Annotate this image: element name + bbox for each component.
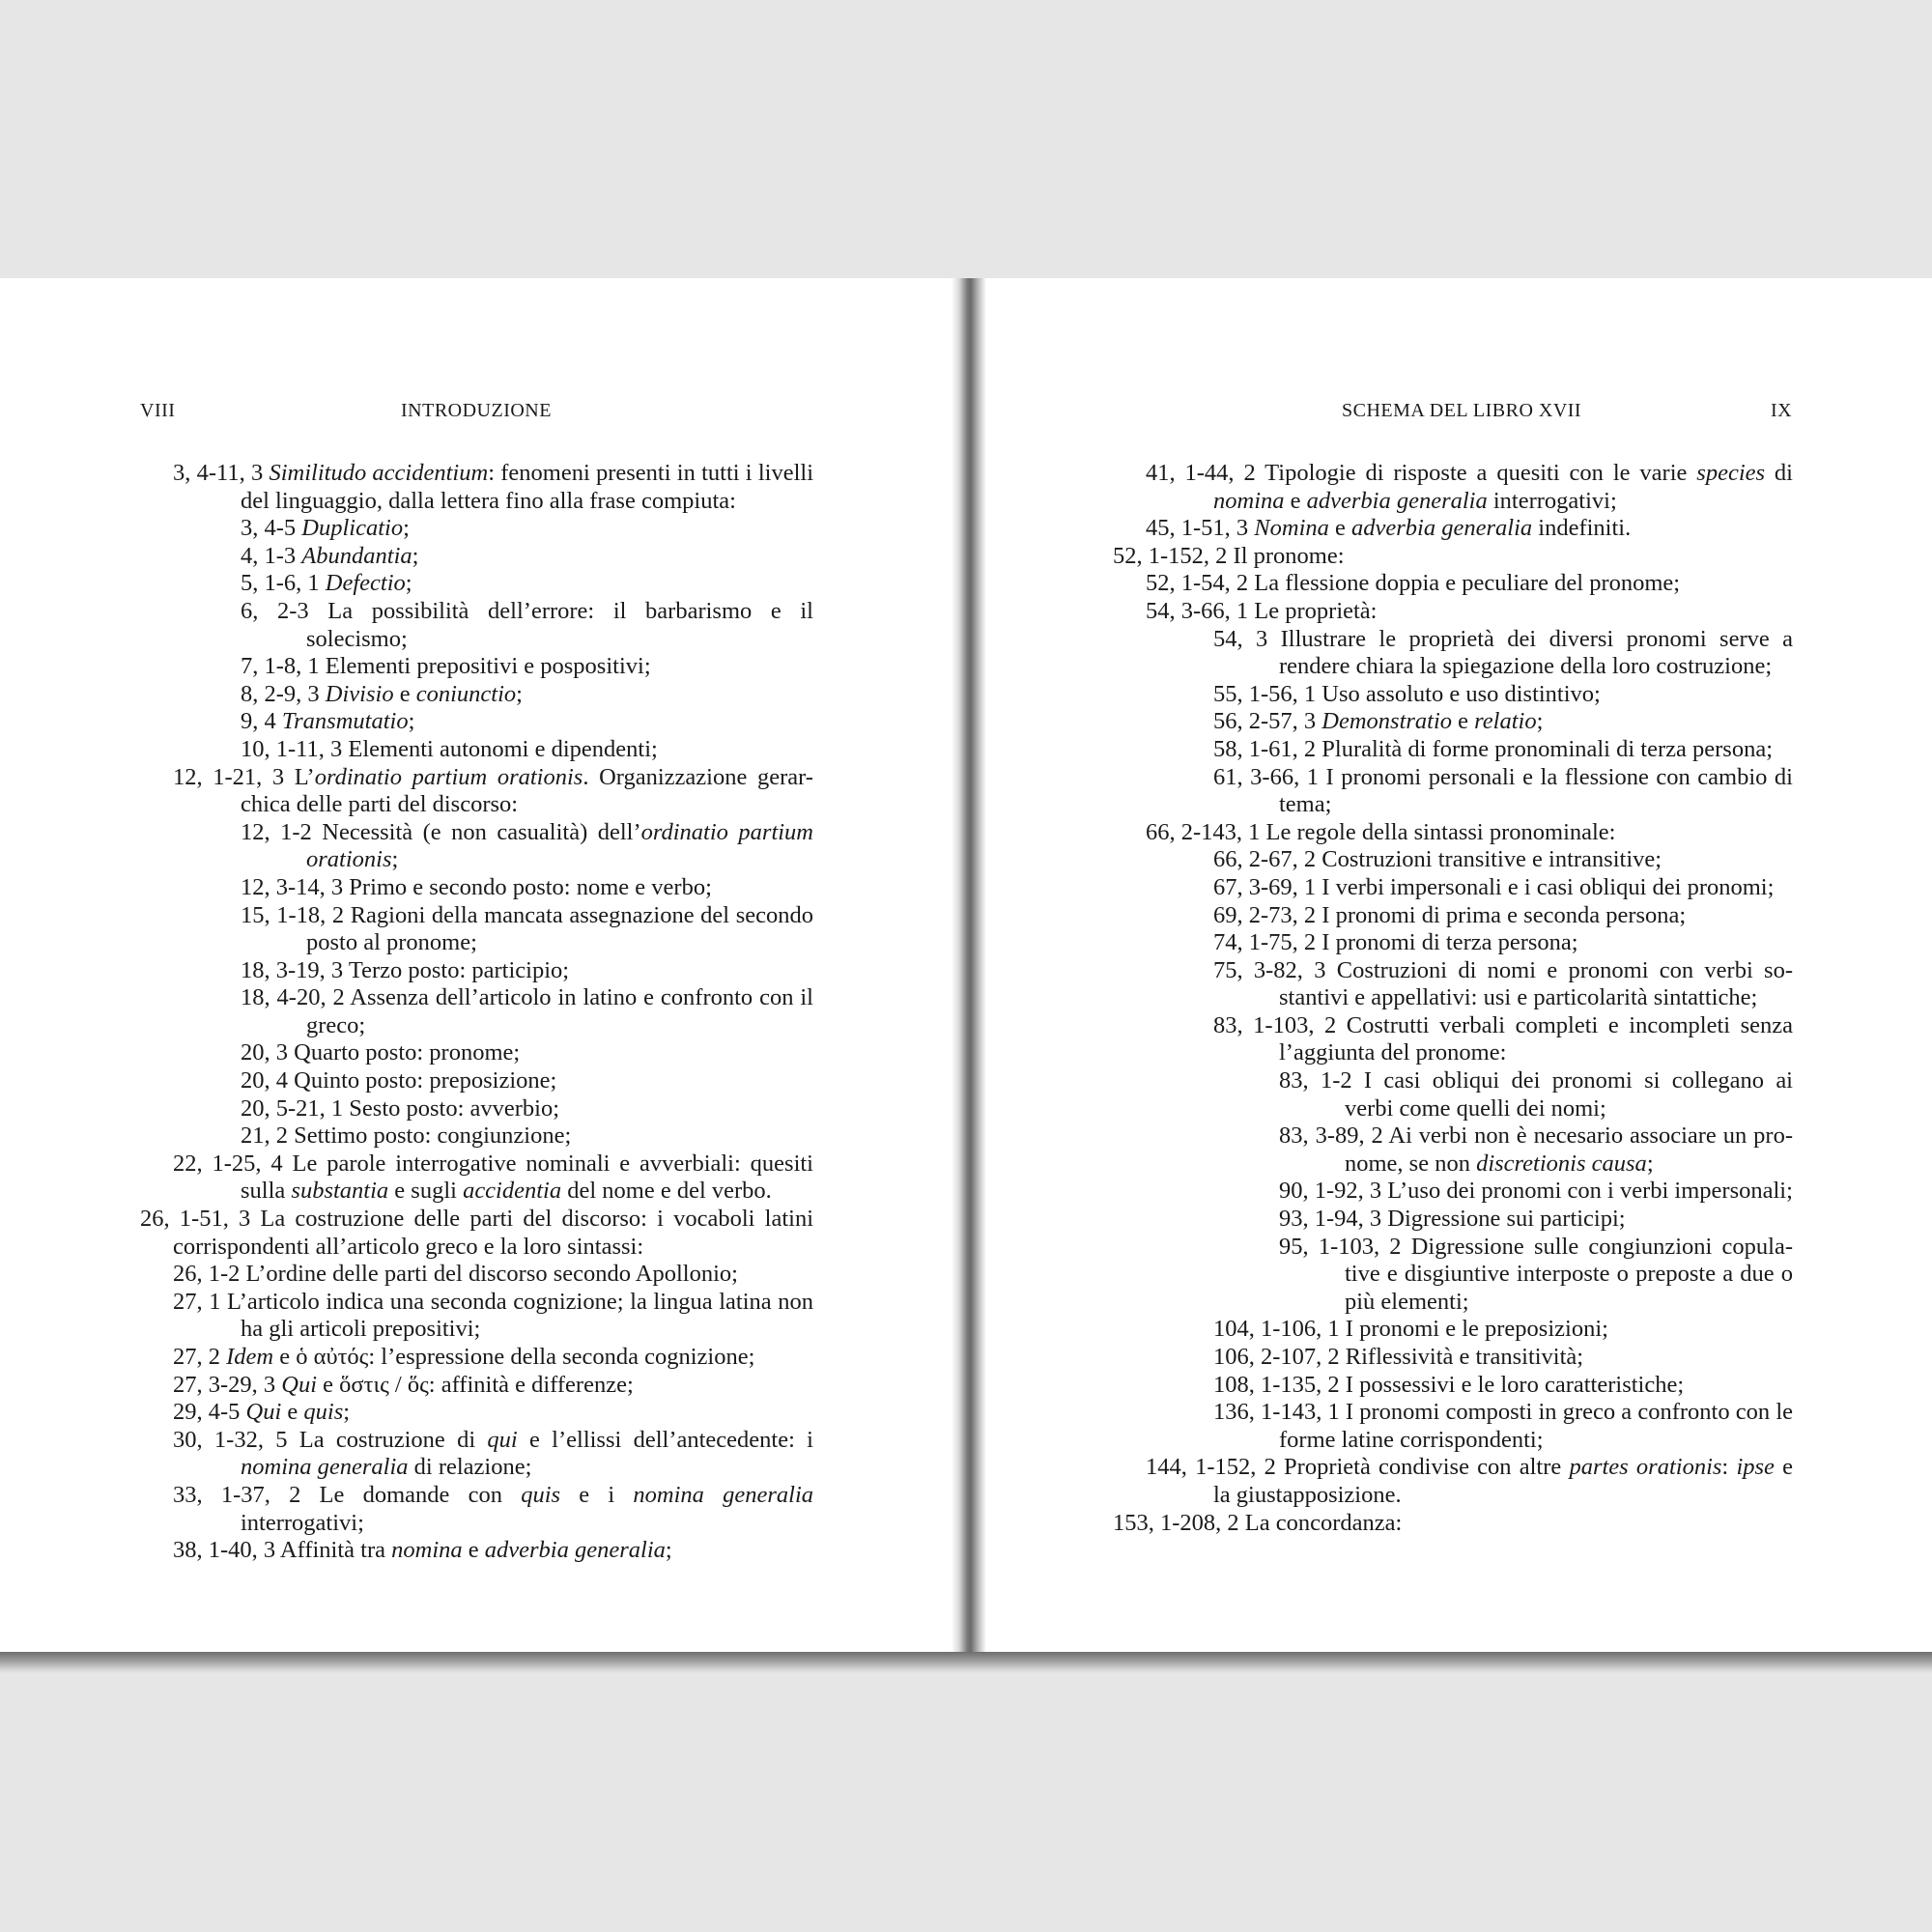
right-running-title: SCHEMA DEL LIBRO XVII <box>1342 400 1582 421</box>
outline-entry: 95, 1-103, 2 Digressione sulle congiunzioni copula-tive e disgiuntive interposte o preposte a due o più elementi; <box>1279 1233 1793 1315</box>
outline-entry: 75, 3-82, 3 Costruzioni di nomi e pronomi con verbi so-stantivi e appellativi: usi e particolarità sintattiche; <box>1213 956 1793 1011</box>
outline-entry: 21, 2 Settimo posto: congiunzione; <box>241 1122 572 1150</box>
outline-entry: 30, 1-32, 5 La costruzione di qui e l’ellissi dell’antecedente: i nomina generalia di relazione; <box>173 1426 813 1481</box>
outline-entry: 6, 2-3 La possibilità dell’errore: il barbarismo e il solecismo; <box>241 597 813 652</box>
outline-entry: 90, 1-92, 3 L’uso dei pronomi con i verbi impersonali; <box>1279 1178 1793 1205</box>
outline-entry: 3, 4-5 Duplicatio; <box>241 515 410 542</box>
outline-entry: 26, 1-2 L’ordine delle parti del discorso secondo Apollonio; <box>173 1261 738 1288</box>
outline-entry: 20, 4 Quinto posto: preposizione; <box>241 1067 557 1094</box>
outline-entry: 12, 1-21, 3 L’ordinatio partium orationis. Organizzazione gerar-chica delle parti del discorso: <box>173 763 813 818</box>
outline-entry: 55, 1-56, 1 Uso assoluto e uso distintivo; <box>1213 680 1601 707</box>
outline-entry: 9, 4 Transmutatio; <box>241 708 415 735</box>
outline-entry: 144, 1-152, 2 Proprietà condivise con altre partes orationis: ipse e la giustapposizione. <box>1146 1454 1793 1508</box>
outline-entry: 20, 5-21, 1 Sesto posto: avverbio; <box>241 1094 560 1122</box>
outline-entry: 54, 3 Illustrare le proprietà dei diversi pronomi serve a rendere chiara la spiegazione della loro costruzione; <box>1213 625 1793 680</box>
outline-entry: 74, 1-75, 2 I pronomi di terza persona; <box>1213 929 1578 956</box>
outline-entry: 56, 2-57, 3 Demonstratio e relatio; <box>1213 708 1544 735</box>
right-running-head <box>986 400 1932 429</box>
left-page <box>0 278 952 1652</box>
outline-entry: 69, 2-73, 2 I pronomi di prima e seconda persona; <box>1213 901 1687 928</box>
left-outline <box>140 460 813 1565</box>
outline-entry: 26, 1-51, 3 La costruzione delle parti del discorso: i vocaboli latini corrispondenti all’articolo greco e la loro sintassi: <box>140 1206 813 1260</box>
outline-entry: 67, 3-69, 1 I verbi impersonali e i casi obliqui dei pronomi; <box>1213 873 1775 900</box>
outline-entry: 5, 1-6, 1 Defectio; <box>241 570 412 597</box>
outline-entry: 108, 1-135, 2 I possessivi e le loro caratteristiche; <box>1213 1371 1685 1398</box>
outline-entry: 3, 4-11, 3 Similitudo accidentium: fenomeni presenti in tutti i livelli del linguaggio, dalla lettera fino alla frase compiuta: <box>173 460 814 514</box>
outline-entry: 10, 1-11, 3 Elementi autonomi e dipendenti; <box>241 735 658 762</box>
outline-entry: 52, 1-152, 2 Il pronome: <box>1113 542 1345 569</box>
right-page <box>986 278 1932 1652</box>
outline-entry: 52, 1-54, 2 La flessione doppia e peculiare del pronome; <box>1146 570 1681 597</box>
outline-entry: 45, 1-51, 3 Nomina e adverbia generalia indefiniti. <box>1146 515 1632 542</box>
outline-entry: 83, 1-103, 2 Costrutti verbali completi e incompleti senza l’aggiunta del pronome: <box>1213 1011 1793 1066</box>
outline-entry: 27, 1 L’articolo indica una seconda cognizione; la lingua latina non ha gli articoli prepositivi; <box>173 1288 813 1343</box>
outline-entry: 8, 2-9, 3 Divisio e coniunctio; <box>241 680 523 707</box>
outline-entry: 83, 3-89, 2 Ai verbi non è necesario associare un pro-nome, se non discretionis causa; <box>1279 1122 1793 1177</box>
outline-entry: 54, 3-66, 1 Le proprietà: <box>1146 597 1378 624</box>
left-folio: VIII <box>140 400 176 421</box>
right-folio: IX <box>1771 400 1793 421</box>
outline-entry: 12, 3-14, 3 Primo e secondo posto: nome e verbo; <box>241 873 712 900</box>
outline-entry: 83, 1-2 I casi obliqui dei pronomi si collegano ai verbi come quelli dei nomi; <box>1279 1067 1793 1122</box>
outline-entry: 153, 1-208, 2 La concordanza: <box>1113 1509 1403 1536</box>
outline-entry: 18, 4-20, 2 Assenza dell’articolo in latino e confronto con il greco; <box>241 984 813 1038</box>
outline-entry: 15, 1-18, 2 Ragioni della mancata assegnazione del secondo posto al pronome; <box>241 901 813 956</box>
outline-entry: 136, 1-143, 1 I pronomi composti in greco a confronto con le forme latine corrispondenti; <box>1213 1399 1793 1453</box>
outline-entry: 38, 1-40, 3 Affinità tra nomina e adverbia generalia; <box>173 1537 672 1564</box>
outline-entry: 18, 3-19, 3 Terzo posto: participio; <box>241 956 570 983</box>
outline-entry: 12, 1-2 Necessità (e non casualità) dell’ordinatio partium orationis; <box>241 818 813 873</box>
outline-entry: 4, 1-3 Abundantia; <box>241 542 419 569</box>
outline-entry: 61, 3-66, 1 I pronomi personali e la flessione con cambio di tema; <box>1213 763 1793 818</box>
outline-entry: 27, 2 Idem e ὁ αὐτός: l’espressione della seconda cognizione; <box>173 1344 755 1370</box>
outline-entry: 66, 2-143, 1 Le regole della sintassi pronominale: <box>1146 818 1616 845</box>
book-bottom-shadow <box>0 1652 1932 1673</box>
outline-entry: 20, 3 Quarto posto: pronome; <box>241 1039 521 1066</box>
outline-entry: 7, 1-8, 1 Elementi prepositivi e pospositivi; <box>241 653 651 680</box>
outline-entry: 106, 2-107, 2 Riflessività e transitività; <box>1213 1344 1584 1370</box>
outline-entry: 58, 1-61, 2 Pluralità di forme pronominali di terza persona; <box>1213 735 1774 762</box>
outline-entry: 22, 1-25, 4 Le parole interrogative nominali e avverbiali: quesiti sulla substantia e sugli accidentia del nome e del verbo. <box>173 1150 813 1205</box>
left-running-head <box>0 400 952 429</box>
book-gutter <box>952 278 986 1652</box>
outline-entry: 104, 1-106, 1 I pronomi e le preposizioni; <box>1213 1316 1608 1343</box>
outline-entry: 29, 4-5 Qui e quis; <box>173 1399 351 1426</box>
outline-entry: 66, 2-67, 2 Costruzioni transitive e intransitive; <box>1213 846 1662 873</box>
right-outline <box>1113 460 1793 1537</box>
outline-entry: 41, 1-44, 2 Tipologie di risposte a quesiti con le varie species di nomina e adverbia generalia interrogativi; <box>1146 460 1793 514</box>
outline-entry: 93, 1-94, 3 Digressione sui participi; <box>1279 1206 1626 1233</box>
outline-entry: 27, 3-29, 3 Qui e ὅστις / ὅς: affinità e differenze; <box>173 1371 634 1398</box>
outline-entry: 33, 1-37, 2 Le domande con quis e i nomina generalia interrogativi; <box>173 1481 813 1536</box>
left-running-title: INTRODUZIONE <box>401 400 552 421</box>
